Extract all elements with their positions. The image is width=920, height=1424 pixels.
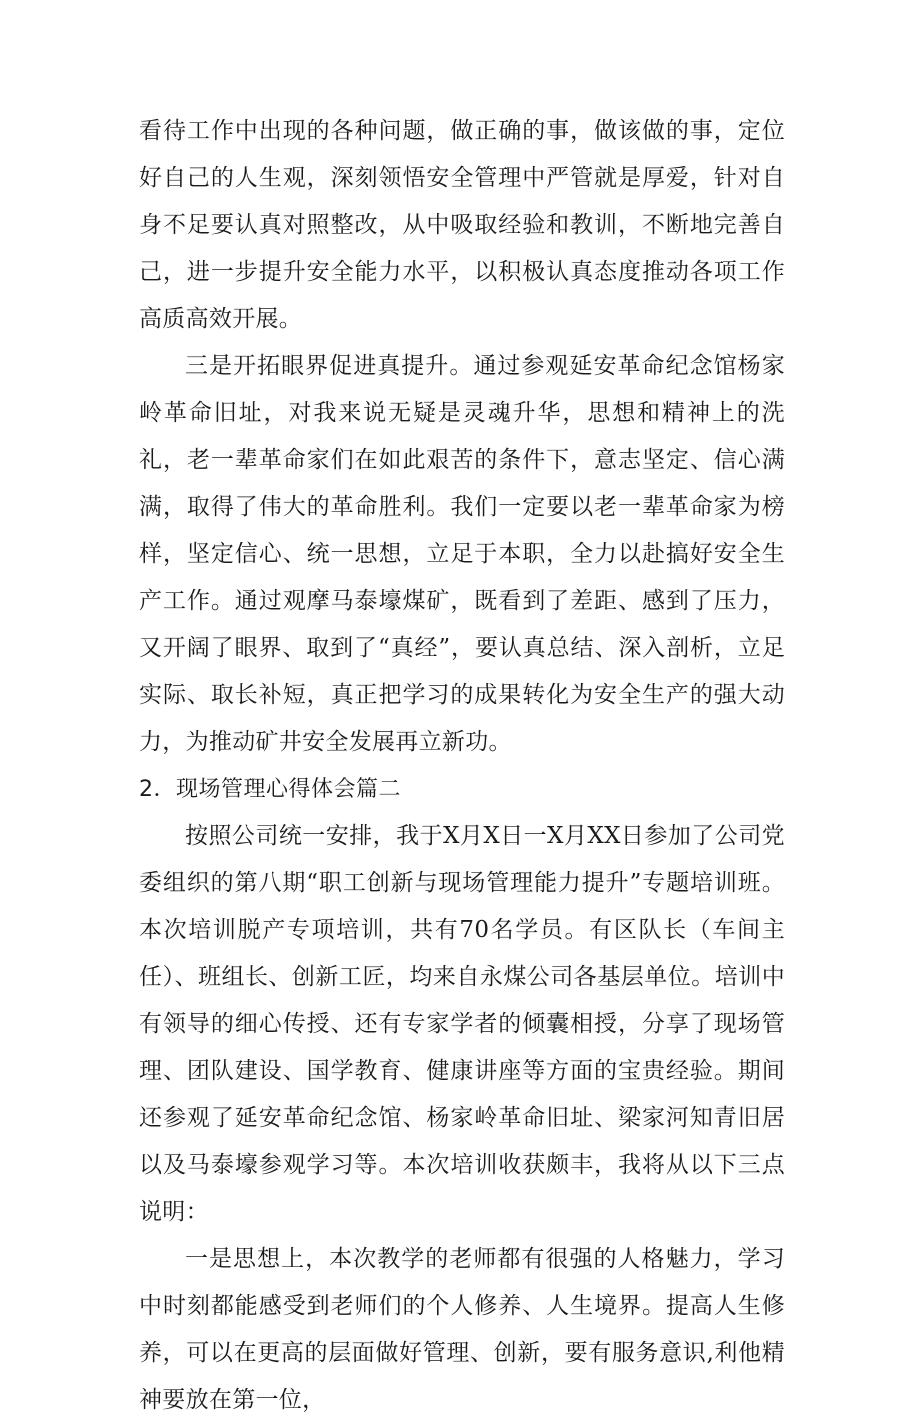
- paragraph-training-intro: 按照公司统一安排，我于X月X日一X月XX日参加了公司党委组织的第八期“职工创新与现场管理能力提升”专题培训班。本次培训脱产专项培训，共有70名学员。有区队长（车间主任）、班组长、创新工匠，均来自永煤公司各基层单位。培训中有领导的细心传授、还有专家学者的倾囊相授，分享了现场管理、团队建设、国学教育、健康讲座等方面的宝贵经验。期间还参观了延安革命纪念馆、杨家岭革命旧址、梁家河知青旧居以及马泰壕参观学习等。本次培训收获颇丰，我将从以下三点说明：: [139, 823, 785, 1225]
- document-body: [139, 108, 785, 1424]
- paragraph-thought: 一是思想上，本次教学的老师都有很强的人格魅力，学习中时刻都能感受到老师们的个人修养、人生境界。提高人生修养，可以在更高的层面做好管理、创新，要有服务意识,利他精神要放在第一位，: [139, 1246, 785, 1413]
- paragraph-broaden-horizons: 三是开拓眼界促进真提升。通过参观延安革命纪念馆杨家岭革命旧址，对我来说无疑是灵魂升华，思想和精神上的洗礼，老一辈革命家们在如此艰苦的条件下，意志坚定、信心满满，取得了伟大的革命胜利。我们一定要以老一辈革命家为榜样，坚定信心、统一思想，立足于本职，全力以赴搞好安全生产工作。通过观摩马泰壕煤矿，既看到了差距、感到了压力，又开阔了眼界、取到了“真经”，要认真总结、深入剖析，立足实际、取长补短，真正把学习的成果转化为安全生产的强大动力，为推动矿井安全发展再立新功。: [139, 353, 785, 755]
- paragraph-continued: 看待工作中出现的各种问题，做正确的事，做该做的事，定位好自己的人生观，深刻领悟安全管理中严管就是厚爱，针对自身不足要认真对照整改，从中吸取经验和教训，不断地完善自己，进一步提升安全能力水平，以积极认真态度推动各项工作高质高效开展。: [139, 118, 785, 332]
- section-heading: 2．现场管理心得体会篇二: [139, 777, 401, 802]
